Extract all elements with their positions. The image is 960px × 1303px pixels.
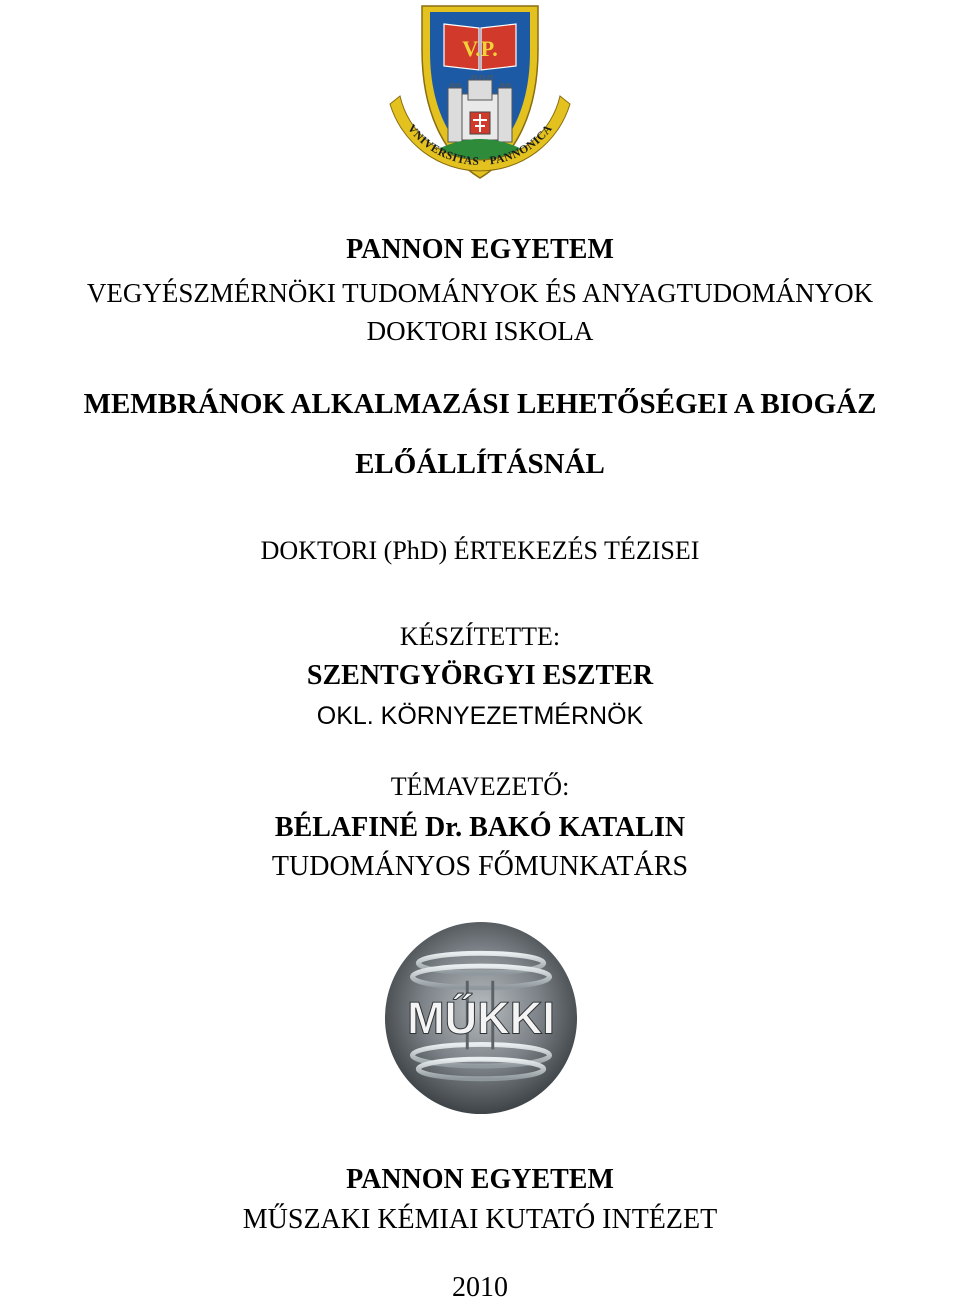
- author-label: KÉSZÍTETTE:: [399, 622, 561, 651]
- header-doctoral-school-line1: VEGYÉSZMÉRNÖKI TUDOMÁNYOK ÉS ANYAGTUDOMÁNYOK: [86, 278, 874, 308]
- supervisor-name: BÉLAFINÉ Dr. BAKÓ KATALIN: [274, 812, 686, 843]
- institute-logo: [383, 920, 579, 1116]
- footer-year: 2010: [452, 1272, 508, 1303]
- header-university: PANNON EGYETEM: [346, 234, 614, 265]
- author-degree: OKL. KÖRNYEZETMÉRNÖK: [316, 702, 644, 730]
- university-crest-logo: [380, 0, 580, 200]
- author-name: SZENTGYÖRGYI ESZTER: [306, 660, 654, 691]
- thesis-subtitle: DOKTORI (PhD) ÉRTEKEZÉS TÉZISEI: [260, 536, 700, 565]
- crest-monogram: V.P.: [462, 36, 498, 61]
- thesis-title-line2: ELŐÁLLÍTÁSNÁL: [355, 448, 605, 480]
- institute-logo-text: MŰKKI: [407, 992, 555, 1044]
- footer-university: PANNON EGYETEM: [346, 1164, 614, 1195]
- crest-motto: VNIVERSITAS · PANNONICA: [405, 122, 555, 168]
- supervisor-label: TÉMAVEZETŐ:: [390, 772, 570, 801]
- header-doctoral-school-line2: DOKTORI ISKOLA: [366, 316, 594, 346]
- supervisor-position: TUDOMÁNYOS FŐMUNKATÁRS: [271, 851, 689, 882]
- footer-institute: MŰSZAKI KÉMIAI KUTATÓ INTÉZET: [242, 1204, 718, 1235]
- thesis-title-line1: MEMBRÁNOK ALKALMAZÁSI LEHETŐSÉGEI A BIOGÁZ: [83, 388, 877, 420]
